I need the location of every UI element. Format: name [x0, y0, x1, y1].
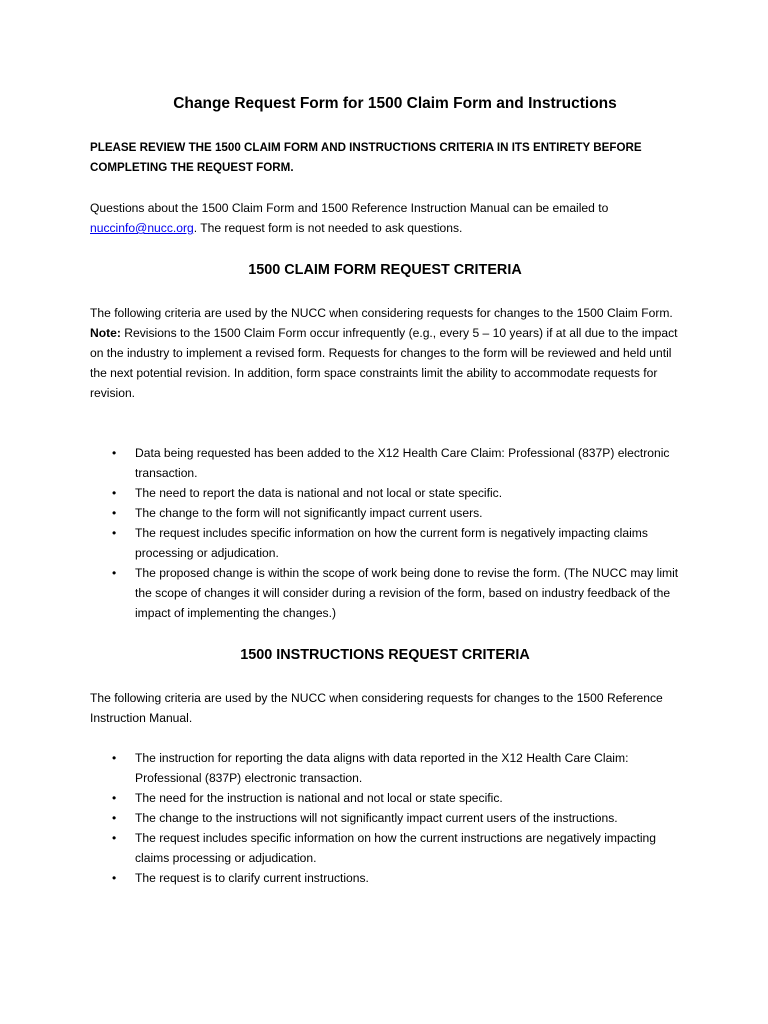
bullet-icon: •: [112, 811, 117, 825]
note-label: Note:: [90, 326, 121, 340]
instructions-intro: The following criteria are used by the NUCC when considering requests for changes to the 1500 Reference Instruction Manual.: [90, 691, 663, 725]
criteria-text: Data being requested has been added to the X12 Health Care Claim: Professional (837P) electronic transaction.: [135, 446, 670, 480]
criteria-text: The request includes specific information on how the current form is negatively impacting claims processing or adjudication.: [135, 526, 648, 560]
claim-form-criteria-list: [90, 443, 685, 623]
criteria-text: The need for the instruction is national and not local or state specific.: [135, 791, 503, 805]
claim-form-intro: The following criteria are used by the NUCC when considering requests for changes to the 1500 Claim Form.: [90, 306, 673, 320]
instructions-heading: 1500 INSTRUCTIONS REQUEST CRITERIA: [240, 647, 530, 663]
list-item: [90, 788, 685, 808]
list-item: [90, 828, 685, 868]
bullet-icon: •: [112, 751, 117, 765]
list-item: [90, 443, 685, 483]
note-text: Revisions to the 1500 Claim Form occur infrequently (e.g., every 5 – 10 years) if at all due to the impact on the industry to implement a revised form. Requests for changes to the form will be reviewed and held until the next potential revision. In addition, form space constraints limit the ability to accommodate requests for revision.: [90, 326, 678, 400]
questions-prefix: Questions about the 1500 Claim Form and 1500 Reference Instruction Manual can be emailed to: [90, 201, 609, 215]
list-item: [90, 503, 685, 523]
list-item: [90, 483, 685, 503]
criteria-text: The instruction for reporting the data aligns with data reported in the X12 Health Care Claim: Professional (837P) electronic transaction.: [135, 751, 629, 785]
claim-form-note: [90, 323, 680, 403]
bullet-icon: •: [112, 446, 117, 460]
email-link[interactable]: nuccinfo@nucc.org: [90, 221, 194, 235]
review-warning: PLEASE REVIEW THE 1500 CLAIM FORM AND INSTRUCTIONS CRITERIA IN ITS ENTIRETY BEFORE COMPLETING THE REQUEST FORM.: [90, 141, 642, 174]
criteria-text: The change to the instructions will not significantly impact current users of the instructions.: [135, 811, 618, 825]
list-item: [90, 563, 685, 623]
bullet-icon: •: [112, 526, 117, 540]
bullet-icon: •: [112, 791, 117, 805]
criteria-text: The change to the form will not significantly impact current users.: [135, 506, 483, 520]
bullet-icon: •: [112, 566, 117, 580]
criteria-text: The need to report the data is national and not local or state specific.: [135, 486, 503, 500]
bullet-icon: •: [112, 506, 117, 520]
questions-paragraph: [90, 198, 680, 238]
criteria-text: The proposed change is within the scope of work being done to revise the form. (The NUCC may limit the scope of changes it will consider during a revision of the form, based on industry feedback of the impact of implementing the changes.): [135, 566, 679, 620]
bullet-icon: •: [112, 486, 117, 500]
instructions-criteria-list: [90, 748, 685, 888]
bullet-icon: •: [112, 871, 117, 885]
criteria-text: The request includes specific information on how the current instructions are negatively impacting claims processing or adjudication.: [135, 831, 656, 865]
criteria-text: The request is to clarify current instructions.: [135, 871, 369, 885]
claim-form-intro-block: [90, 303, 680, 403]
list-item: [90, 808, 685, 828]
questions-suffix: . The request form is not needed to ask questions.: [193, 221, 463, 235]
list-item: [90, 868, 685, 888]
list-item: [90, 748, 685, 788]
claim-form-heading: 1500 CLAIM FORM REQUEST CRITERIA: [248, 262, 522, 278]
bullet-icon: •: [112, 831, 117, 845]
list-item: [90, 523, 685, 563]
document-title: Change Request Form for 1500 Claim Form and Instructions: [173, 95, 617, 112]
